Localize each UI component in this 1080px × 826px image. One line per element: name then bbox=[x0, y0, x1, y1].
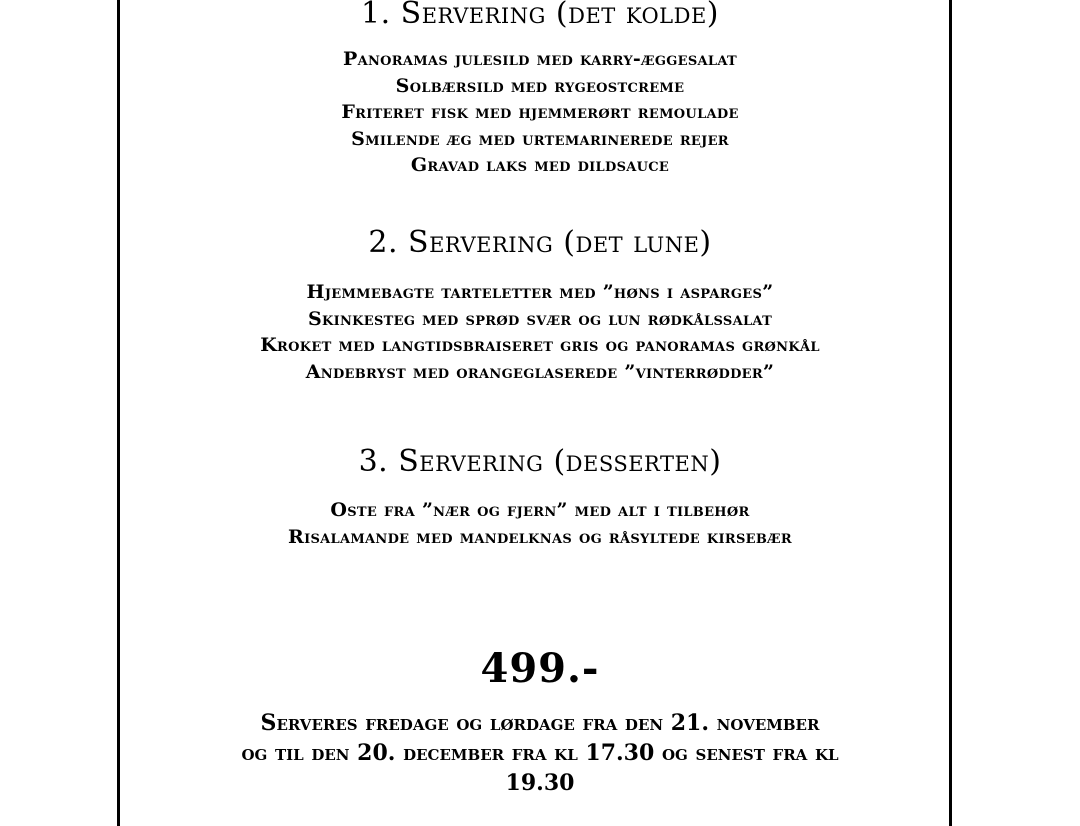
menu-item: Panoramas julesild med karry-æggesalat bbox=[342, 48, 738, 70]
serving-info-line: og til den 20. december fra kl 17.30 og senest fra kl bbox=[241, 740, 839, 766]
section-title-kolde: 1. Servering (det kolde) bbox=[361, 0, 719, 31]
menu-item: Kroket med langtidsbraiseret gris og panoramas grønkål bbox=[260, 334, 820, 356]
menu-item: Smilende æg med urtemarinerede rejer bbox=[351, 127, 729, 150]
serving-info bbox=[0, 708, 1080, 798]
section-title-desserten: 3. Servering (desserten) bbox=[358, 444, 722, 479]
serving-info-line: Serveres fredage og lørdage fra den 21. november bbox=[260, 710, 820, 736]
menu-item: Oste fra ”nær og fjern” med alt i tilbehør bbox=[330, 499, 750, 521]
section-items-lune bbox=[0, 279, 1080, 385]
menu-item: Skinkesteg med sprød svær og lun rødkålssalat bbox=[307, 307, 773, 330]
section-items-desserten bbox=[0, 497, 1080, 550]
menu-item: Andebryst med orangeglaserede ”vinterrødder” bbox=[305, 360, 775, 383]
menu-price: 499.- bbox=[480, 645, 600, 692]
section-title-lune: 2. Servering (det lune) bbox=[368, 225, 712, 260]
menu-item: Friteret fisk med hjemmerørt remoulade bbox=[341, 101, 739, 123]
menu-item: Solbærsild med rygeostcreme bbox=[395, 74, 685, 97]
menu-item: Hjemmebagte tarteletter med ”høns i asparges” bbox=[306, 281, 774, 303]
serving-info-line: 19.30 bbox=[505, 770, 575, 796]
menu-item: Risalamande med mandelknas og råsyltede kirsebær bbox=[287, 525, 793, 548]
section-items-kolde bbox=[0, 46, 1080, 179]
menu-item: Gravad laks med dildsauce bbox=[410, 154, 670, 176]
